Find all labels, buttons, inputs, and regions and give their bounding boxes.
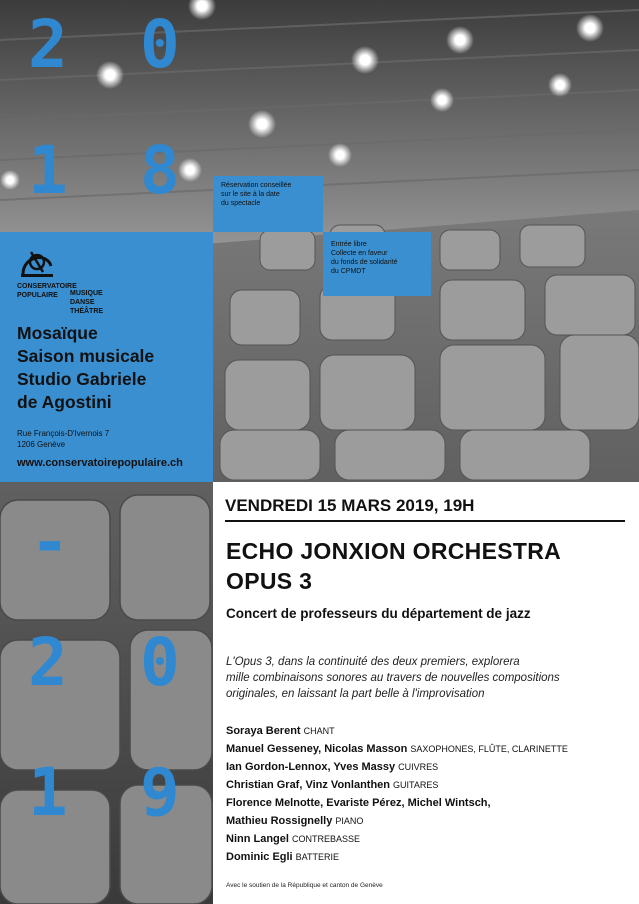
performer-names: Manuel Gesseney, Nicolas Masson: [226, 743, 408, 755]
entry-line: Collecte en faveur: [331, 250, 388, 257]
performer-role: BATTERIE: [295, 852, 339, 862]
performer-role: SAXOPHONES, FLÛTE, CLARINETTE: [410, 744, 568, 754]
year-digit: 1: [28, 132, 68, 209]
event-title: ECHO JONXION ORCHESTRA: [226, 538, 562, 564]
reservation-line: du spectacle: [221, 200, 261, 207]
performer-list: [226, 722, 636, 866]
performer-names: Florence Melnotte, Evariste Pérez, Michel Wintsch,: [226, 797, 491, 809]
logo-line: DANSE: [70, 299, 95, 306]
venue-line: Mosaïque: [17, 323, 98, 343]
year-digit: 2: [28, 6, 68, 83]
year-digit: 2: [28, 624, 68, 701]
sponsor-note: Avec le soutien de la République et canton de Genève: [226, 882, 383, 889]
performer-row: [226, 776, 636, 794]
year-digit: -: [30, 504, 70, 581]
performer-names: Christian Graf, Vinz Vonlanthen: [226, 779, 391, 791]
performer-names: Dominic Egli: [226, 851, 293, 863]
description-line: originales, en laissant la part belle à l'improvisation: [226, 688, 485, 700]
reservation-line: sur le site à la date: [221, 191, 280, 198]
entry-line: du CPMDT: [331, 268, 366, 275]
description-line: L'Opus 3, dans la continuité des deux premiers, explorera: [226, 656, 520, 668]
performer-row: [226, 848, 636, 866]
venue-line: Saison musicale: [17, 346, 155, 366]
entry-line: du fonds de solidarité: [331, 259, 398, 266]
event-description: [226, 654, 626, 702]
entry-info: [323, 232, 431, 296]
website-link[interactable]: www.conservatoirepopulaire.ch: [17, 457, 183, 469]
performer-row: [226, 758, 636, 776]
logo-text-right: [70, 289, 103, 316]
performer-row: [226, 812, 636, 830]
venue-line: de Agostini: [17, 392, 112, 412]
performer-role: CUIVRES: [398, 762, 439, 772]
year-digit: 8: [140, 132, 180, 209]
performer-role: CHANT: [303, 726, 335, 736]
year-digit: 0: [140, 624, 180, 701]
year-digit: 1: [28, 754, 68, 831]
logo-line: POPULAIRE: [17, 292, 58, 299]
address-line: 1206 Genève: [17, 440, 66, 449]
logo-line: MUSIQUE: [70, 290, 103, 297]
year-digit: 0: [140, 6, 180, 83]
performer-row: [226, 740, 636, 758]
venue-line: Studio Gabriele: [17, 369, 147, 389]
performer-row: [226, 830, 636, 848]
year-digit: 9: [140, 754, 180, 831]
performer-names: Soraya Berent: [226, 725, 301, 737]
event-panel: [213, 482, 639, 904]
logo-line: CONSERVATOIRE: [17, 283, 77, 290]
performer-role: GUITARES: [393, 780, 439, 790]
event-title: OPUS 3: [226, 568, 313, 594]
performer-role: PIANO: [335, 816, 364, 826]
entry-line: Entrée libre: [331, 241, 367, 248]
performer-role: CONTREBASSE: [291, 834, 360, 844]
reservation-line: Réservation conseillée: [221, 182, 292, 189]
address-line: Rue François-D'Ivernois 7: [17, 429, 110, 438]
performer-names: Ian Gordon-Lennox, Yves Massy: [226, 761, 396, 773]
event-subtitle: Concert de professeurs du département de jazz: [226, 606, 531, 621]
performer-row: [226, 794, 636, 812]
logo-line: THÉÂTRE: [70, 308, 104, 315]
event-date: VENDREDI 15 MARS 2019, 19H: [225, 496, 475, 515]
description-line: mille combinaisons sonores au travers de nouvelles compositions: [226, 672, 560, 684]
divider: [225, 520, 625, 522]
performer-row: [226, 722, 636, 740]
logo-text-left: [17, 282, 77, 300]
performer-names: Mathieu Rossignelly: [226, 815, 333, 827]
conservatoire-logo-icon: [17, 246, 57, 280]
reservation-info: [213, 176, 323, 232]
performer-names: Ninn Langel: [226, 833, 289, 845]
